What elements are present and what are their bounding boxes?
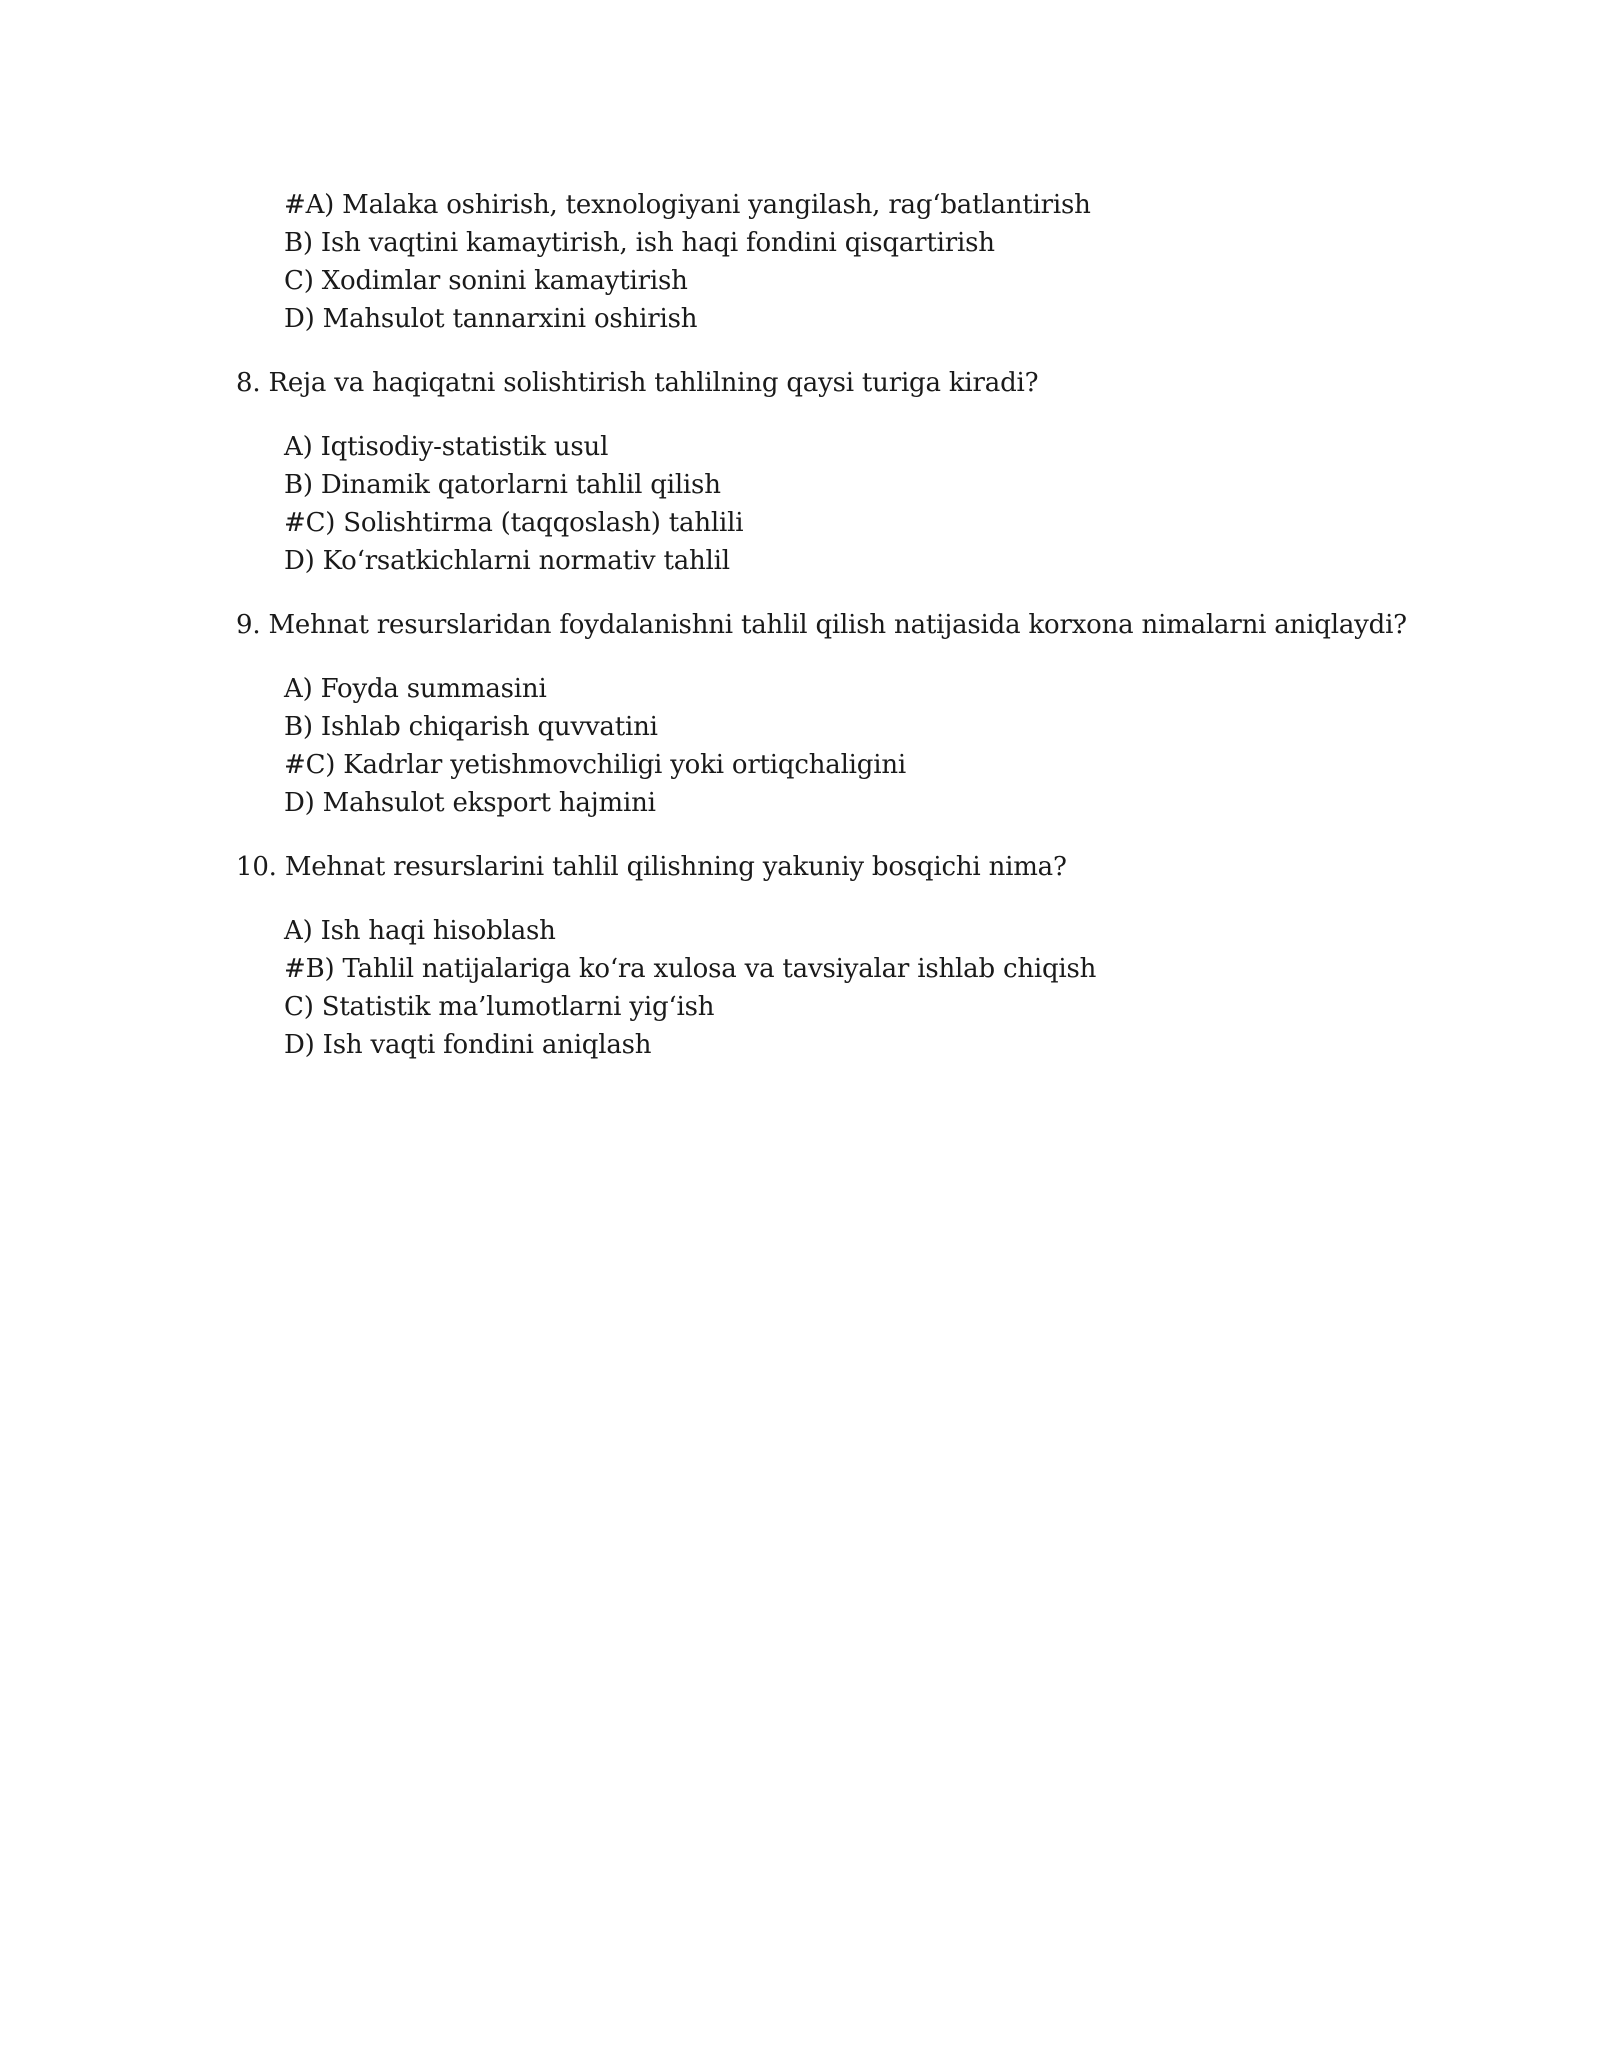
- question-text: 10. Mehnat resurslarini tahlil qilishning yakuniy bosqichi nima?: [236, 852, 1067, 882]
- option-c: C) Statistik ma’lumotlarni yig‘ish: [284, 992, 715, 1022]
- question-text: 8. Reja va haqiqatni solishtirish tahlilning qaysi turiga kiradi?: [236, 368, 1039, 398]
- option-d: D) Ko‘rsatkichlarni normativ tahlil: [284, 546, 730, 576]
- option-b: #B) Tahlil natijalariga ko‘ra xulosa va tavsiyalar ishlab chiqish: [284, 954, 1097, 984]
- option-a: A) Iqtisodiy-statistik usul: [284, 432, 609, 462]
- option-a: A) Foyda summasini: [284, 674, 547, 704]
- option-c: C) Xodimlar sonini kamaytirish: [284, 266, 688, 296]
- question-text: 9. Mehnat resurslaridan foydalanishni tahlil qilish natijasida korxona nimalarni aniqlaydi?: [236, 610, 1407, 640]
- option-d: D) Mahsulot eksport hajmini: [284, 788, 656, 818]
- option-d: D) Mahsulot tannarxini oshirish: [284, 304, 698, 334]
- option-a: A) Ish haqi hisoblash: [284, 916, 556, 946]
- option-b: B) Dinamik qatorlarni tahlil qilish: [284, 470, 721, 500]
- option-a: #A) Malaka oshirish, texnologiyani yangilash, rag‘batlantirish: [284, 190, 1091, 220]
- option-b: B) Ish vaqtini kamaytirish, ish haqi fondini qisqartirish: [284, 228, 995, 258]
- option-d: D) Ish vaqti fondini aniqlash: [284, 1030, 652, 1060]
- option-b: B) Ishlab chiqarish quvvatini: [284, 712, 658, 742]
- option-c: #C) Kadrlar yetishmovchiligi yoki ortiqchaligini: [284, 750, 907, 780]
- option-c: #C) Solishtirma (taqqoslash) tahlili: [284, 508, 744, 538]
